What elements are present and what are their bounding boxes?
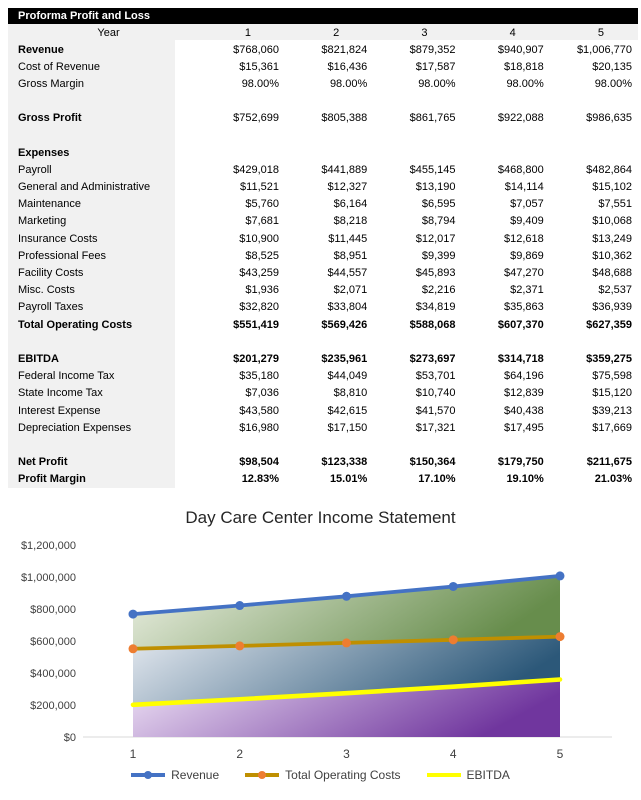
row-label[interactable]: Maintenance [18,198,81,211]
data-point-marker [342,638,351,647]
table-row [8,110,638,127]
table-row [8,333,638,350]
cell-value[interactable]: $7,036 [245,387,279,400]
cell-value[interactable]: $8,810 [333,387,368,400]
row-label[interactable]: Depreciation Expenses [18,421,132,434]
row-label[interactable]: Profit Margin [18,473,86,486]
row-label[interactable]: Net Profit [18,456,68,469]
row-label[interactable]: Professional Fees [18,249,107,262]
cell-value[interactable]: $2,216 [421,284,456,297]
cell-value[interactable]: $9,869 [510,249,544,262]
data-point-marker [235,641,244,650]
row-label[interactable]: State Income Tax [18,387,103,400]
year-header-cell[interactable]: 3 [421,26,428,39]
table-title-bar [8,8,638,24]
cell-value[interactable]: $11,521 [240,181,279,194]
row-label[interactable]: Interest Expense [18,404,101,417]
cell-value[interactable]: $39,213 [592,404,632,417]
year-header-cell[interactable]: 5 [597,26,604,39]
cell-value[interactable]: $7,551 [598,198,632,211]
cell-value[interactable]: $13,249 [592,232,632,245]
cell-value[interactable]: 19.10% [506,473,544,486]
cell-value[interactable]: $17,587 [415,60,456,73]
row-label[interactable]: Gross Margin [18,77,85,90]
row-label[interactable]: Misc. Costs [18,284,75,297]
legend-line-icon [427,770,461,780]
legend-line [427,773,461,777]
table-rows [8,41,638,488]
row-label[interactable]: Expenses [18,146,70,159]
cell-value[interactable]: $441,889 [321,163,368,176]
y-tick-label: $1,000,000 [20,572,76,584]
row-label[interactable]: Facility Costs [18,267,84,280]
cell-value[interactable]: $8,218 [333,215,368,228]
table-row [8,196,638,213]
cell-value[interactable]: $48,688 [592,267,632,280]
cell-value[interactable]: $179,750 [497,456,544,469]
legend-marker-icon [144,771,152,779]
cell-value[interactable]: $805,388 [321,112,368,125]
cell-value[interactable]: $940,907 [497,43,544,56]
cell-value[interactable]: 17.10% [418,473,456,486]
row-label[interactable]: Revenue [18,43,64,56]
cell-value[interactable]: $64,196 [503,370,544,383]
cell-value[interactable]: $211,675 [586,456,632,469]
data-point-marker [449,635,458,644]
cell-value[interactable]: 15.01% [329,473,368,486]
chart-canvas[interactable] [0,500,641,800]
chart-legend [0,768,641,782]
table-row [8,230,638,247]
legend-marker-icon [258,771,266,779]
cell-value[interactable]: $9,399 [421,249,456,262]
cell-value[interactable]: $14,114 [504,181,544,194]
legend-label: EBITDA [466,768,510,782]
table-row [8,41,638,58]
year-label[interactable]: Year [97,26,120,39]
cell-value[interactable]: $15,120 [592,387,632,400]
cell-value[interactable]: $2,371 [510,284,544,297]
data-point-marker [556,632,565,641]
row-label[interactable]: Federal Income Tax [18,370,115,383]
table-row [8,471,638,488]
cell-value[interactable]: $10,362 [592,249,632,262]
cell-value[interactable]: $43,580 [239,404,279,417]
x-tick-label: 3 [343,747,350,761]
cell-value[interactable]: $44,557 [327,267,368,280]
legend-line-icon [245,770,279,780]
year-header-row [8,24,638,41]
cell-value[interactable]: $429,018 [233,163,279,176]
table-row [8,179,638,196]
cell-value[interactable]: $75,598 [592,370,632,383]
year-header-cell[interactable]: 4 [509,26,516,39]
y-tick-label: $600,000 [30,636,76,648]
cell-value[interactable]: $16,980 [239,421,279,434]
cell-value[interactable]: $6,164 [333,198,368,211]
cell-value[interactable]: $273,697 [409,352,456,365]
y-tick-label: $200,000 [30,700,76,712]
legend-label: Total Operating Costs [285,768,401,782]
cell-value[interactable]: 98.00% [506,77,544,90]
cell-value[interactable]: $482,864 [586,163,632,176]
cell-value[interactable]: $35,180 [239,370,279,383]
cell-value[interactable]: $17,321 [415,421,456,434]
table-row [8,350,638,367]
cell-value[interactable]: $588,068 [409,318,456,331]
cell-value[interactable]: $627,359 [586,318,632,331]
cell-value[interactable]: $5,760 [245,198,279,211]
table-row [8,127,638,144]
cell-value[interactable]: $45,893 [415,267,456,280]
table-row [8,58,638,75]
row-label[interactable]: Marketing [18,215,67,228]
cell-value[interactable]: $6,595 [421,198,456,211]
cell-value[interactable]: $551,419 [233,318,279,331]
cell-value[interactable]: $359,275 [586,352,632,365]
table-row [8,213,638,230]
year-header-cell[interactable]: 2 [333,26,340,39]
x-tick-label: 1 [129,747,137,761]
cell-value[interactable]: $47,270 [503,267,544,280]
row-label[interactable]: Insurance Costs [18,232,98,245]
cell-value[interactable]: $8,951 [333,249,368,262]
cell-value[interactable]: $10,068 [592,215,632,228]
row-label[interactable]: Payroll [18,163,52,176]
cell-value[interactable]: $40,438 [503,404,544,417]
cell-value[interactable]: $150,364 [409,456,456,469]
cell-value[interactable]: $32,820 [239,301,279,314]
cell-value[interactable]: $861,765 [409,112,456,125]
cell-value[interactable]: $986,635 [586,112,632,125]
cell-value[interactable]: $10,900 [239,232,279,245]
x-tick-label: 2 [236,747,244,761]
cell-value[interactable]: $468,800 [497,163,544,176]
cell-value[interactable]: $879,352 [409,43,456,56]
table-row [8,161,638,178]
table-row [8,282,638,299]
cell-value[interactable]: $20,135 [592,60,632,73]
cell-value[interactable]: $35,863 [503,301,544,314]
year-header-cell[interactable]: 1 [244,26,251,39]
cell-value[interactable]: 98.00% [241,77,279,90]
table-row [8,454,638,471]
data-point-marker [342,592,351,601]
table-row [8,385,638,402]
legend-item-total-operating-costs[interactable] [245,768,400,782]
row-label[interactable]: EBITDA [18,352,59,365]
legend-item-ebitda[interactable] [427,768,510,782]
legend-item-revenue[interactable] [131,768,219,782]
legend-line-icon [131,770,165,780]
table-row [8,402,638,419]
table-row [8,247,638,264]
cell-value[interactable]: $12,618 [503,232,544,245]
row-label[interactable]: Gross Profit [18,112,82,125]
table-row [8,299,638,316]
cell-value[interactable]: $768,060 [233,43,279,56]
table-row [8,316,638,333]
cell-value[interactable]: $8,525 [245,249,279,262]
table-row [8,75,638,92]
cell-value[interactable]: $13,190 [415,181,456,194]
y-tick-label: $400,000 [30,668,76,680]
cell-value[interactable]: $2,537 [598,284,632,297]
row-label[interactable]: Payroll Taxes [18,301,84,314]
cell-value[interactable]: $12,017 [415,232,456,245]
cell-value[interactable]: $8,794 [421,215,456,228]
income-chart[interactable] [0,500,641,800]
cell-value[interactable]: 12.83% [241,473,279,486]
data-point-marker [556,571,565,580]
cell-value[interactable]: $44,049 [327,370,368,383]
cell-value[interactable]: $607,370 [497,318,544,331]
cell-value[interactable]: $15,361 [239,60,279,73]
x-tick-label: 4 [449,747,457,761]
cell-value[interactable]: $922,088 [497,112,544,125]
cell-value[interactable]: $7,681 [245,215,279,228]
cell-value[interactable]: $33,804 [327,301,368,314]
cell-value[interactable]: $1,006,770 [576,43,632,56]
cell-value[interactable]: $11,445 [328,232,368,245]
data-point-marker [129,644,138,653]
x-tick-label: 5 [556,747,564,761]
cell-value[interactable]: $123,338 [321,456,368,469]
cell-value[interactable]: 21.03% [594,473,632,486]
table-title: Proforma Profit and Loss [18,10,151,22]
cell-value[interactable]: $1,936 [245,284,279,297]
cell-value[interactable]: $16,436 [327,60,368,73]
chart-title[interactable]: Day Care Center Income Statement [185,508,456,527]
cell-value[interactable]: $314,718 [497,352,544,365]
cell-value[interactable]: 98.00% [329,77,368,90]
cell-value[interactable]: $455,145 [409,163,456,176]
cell-value[interactable]: $34,819 [415,301,456,314]
cell-value[interactable]: $36,939 [592,301,632,314]
cell-value[interactable]: $2,071 [333,284,368,297]
cell-value[interactable]: $12,839 [503,387,544,400]
cell-value[interactable]: $9,409 [510,215,544,228]
cell-value[interactable]: $10,740 [415,387,456,400]
cell-value[interactable]: $201,279 [233,352,279,365]
cell-value[interactable]: 98.00% [594,77,632,90]
table-row [8,436,638,453]
cell-value[interactable]: $43,259 [239,267,279,280]
y-tick-label: $0 [63,732,76,744]
y-tick-label: $1,200,000 [20,540,76,552]
cell-value[interactable]: $41,570 [415,404,456,417]
cell-value[interactable]: $12,327 [327,181,368,194]
cell-value[interactable]: $42,615 [327,404,368,417]
table-row [8,93,638,110]
data-point-marker [235,601,244,610]
cell-value[interactable]: $17,669 [592,421,632,434]
legend-label: Revenue [171,768,220,782]
cell-value[interactable]: $15,102 [592,181,632,194]
table-row [8,419,638,436]
cell-value[interactable]: $53,701 [415,370,456,383]
row-label[interactable]: General and Administrative [18,181,151,194]
data-point-marker [449,582,458,591]
row-label[interactable]: Cost of Revenue [18,60,100,73]
table-row [8,368,638,385]
cell-value[interactable]: 98.00% [418,77,456,90]
cell-value[interactable]: $569,426 [321,318,368,331]
cell-value[interactable]: $752,699 [233,112,279,125]
y-tick-label: $800,000 [30,604,76,616]
cell-value[interactable]: $7,057 [510,198,544,211]
cell-value[interactable]: $98,504 [239,456,279,469]
cell-value[interactable]: $17,150 [327,421,368,434]
table-row [8,264,638,281]
cell-value[interactable]: $235,961 [321,352,368,365]
data-point-marker [129,610,138,619]
cell-value[interactable]: $821,824 [321,43,368,56]
table-row [8,144,638,161]
cell-value[interactable]: $18,818 [503,60,544,73]
cell-value[interactable]: $17,495 [503,421,544,434]
row-label[interactable]: Total Operating Costs [18,318,133,331]
